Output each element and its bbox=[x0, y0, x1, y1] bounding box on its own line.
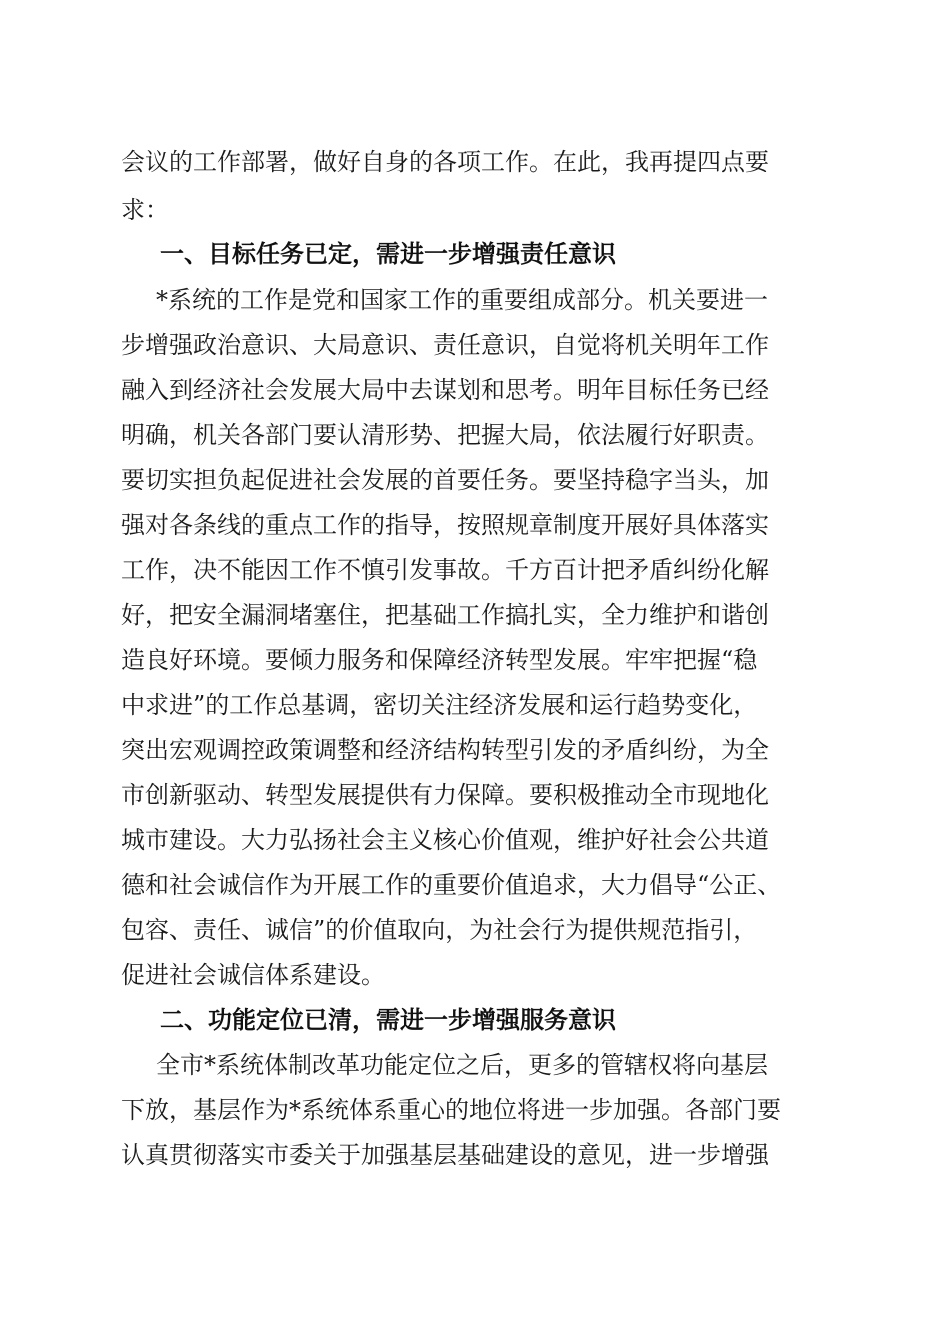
paragraph-line: 包容、责任、诚信”的价值取向，为社会行为提供规范指引， bbox=[121, 916, 758, 944]
section-heading-2: 二、功能定位已清，需进一步增强服务意识 bbox=[160, 1006, 616, 1034]
paragraph-line: 造良好环境。要倾力服务和保障经济转型发展。牢牢把握“稳 bbox=[121, 646, 758, 674]
paragraph-line: 城市建设。大力弘扬社会主义核心价值观，维护好社会公共道 bbox=[121, 826, 769, 854]
paragraph-line: 全市*系统体制改革功能定位之后，更多的管辖权将向基层 bbox=[156, 1051, 768, 1079]
paragraph-line: 要切实担负起促进社会发展的首要任务。要坚持稳字当头，加 bbox=[121, 466, 769, 494]
paragraph-line: 下放，基层作为*系统体系重心的地位将进一步加强。各部门要 bbox=[121, 1096, 781, 1124]
paragraph-line: 步增强政治意识、大局意识、责任意识，自觉将机关明年工作 bbox=[121, 331, 769, 359]
paragraph-line: 突出宏观调控政策调整和经济结构转型引发的矛盾纠纷，为全 bbox=[121, 736, 769, 764]
paragraph-line: 市创新驱动、转型发展提供有力保障。要积极推动全市现地化 bbox=[121, 781, 769, 809]
paragraph-line: 工作，决不能因工作不慎引发事故。千方百计把矛盾纠纷化解 bbox=[121, 556, 769, 584]
section-heading-1: 一、目标任务已定，需进一步增强责任意识 bbox=[160, 240, 616, 268]
paragraph-line: 中求进”的工作总基调，密切关注经济发展和运行趋势变化， bbox=[121, 691, 758, 719]
paragraph-line: 强对各条线的重点工作的指导，按照规章制度开展好具体落实 bbox=[121, 511, 769, 539]
paragraph-line: 明确，机关各部门要认清形势、把握大局，依法履行好职责。 bbox=[121, 421, 769, 449]
paragraph-line: 促进社会诚信体系建设。 bbox=[121, 961, 385, 989]
paragraph-line: 融入到经济社会发展大局中去谋划和思考。明年目标任务已经 bbox=[121, 376, 769, 404]
paragraph-line: 求： bbox=[121, 196, 169, 224]
paragraph-line: 会议的工作部署，做好自身的各项工作。在此，我再提四点要 bbox=[121, 148, 769, 176]
paragraph-line: *系统的工作是党和国家工作的重要组成部分。机关要进一 bbox=[156, 286, 768, 314]
paragraph-line: 德和社会诚信作为开展工作的重要价值追求，大力倡导“公正、 bbox=[121, 871, 782, 899]
paragraph-line: 好，把安全漏洞堵塞住，把基础工作搞扎实，全力维护和谐创 bbox=[121, 601, 769, 629]
paragraph-line: 认真贯彻落实市委关于加强基层基础建设的意见，进一步增强 bbox=[121, 1141, 769, 1169]
